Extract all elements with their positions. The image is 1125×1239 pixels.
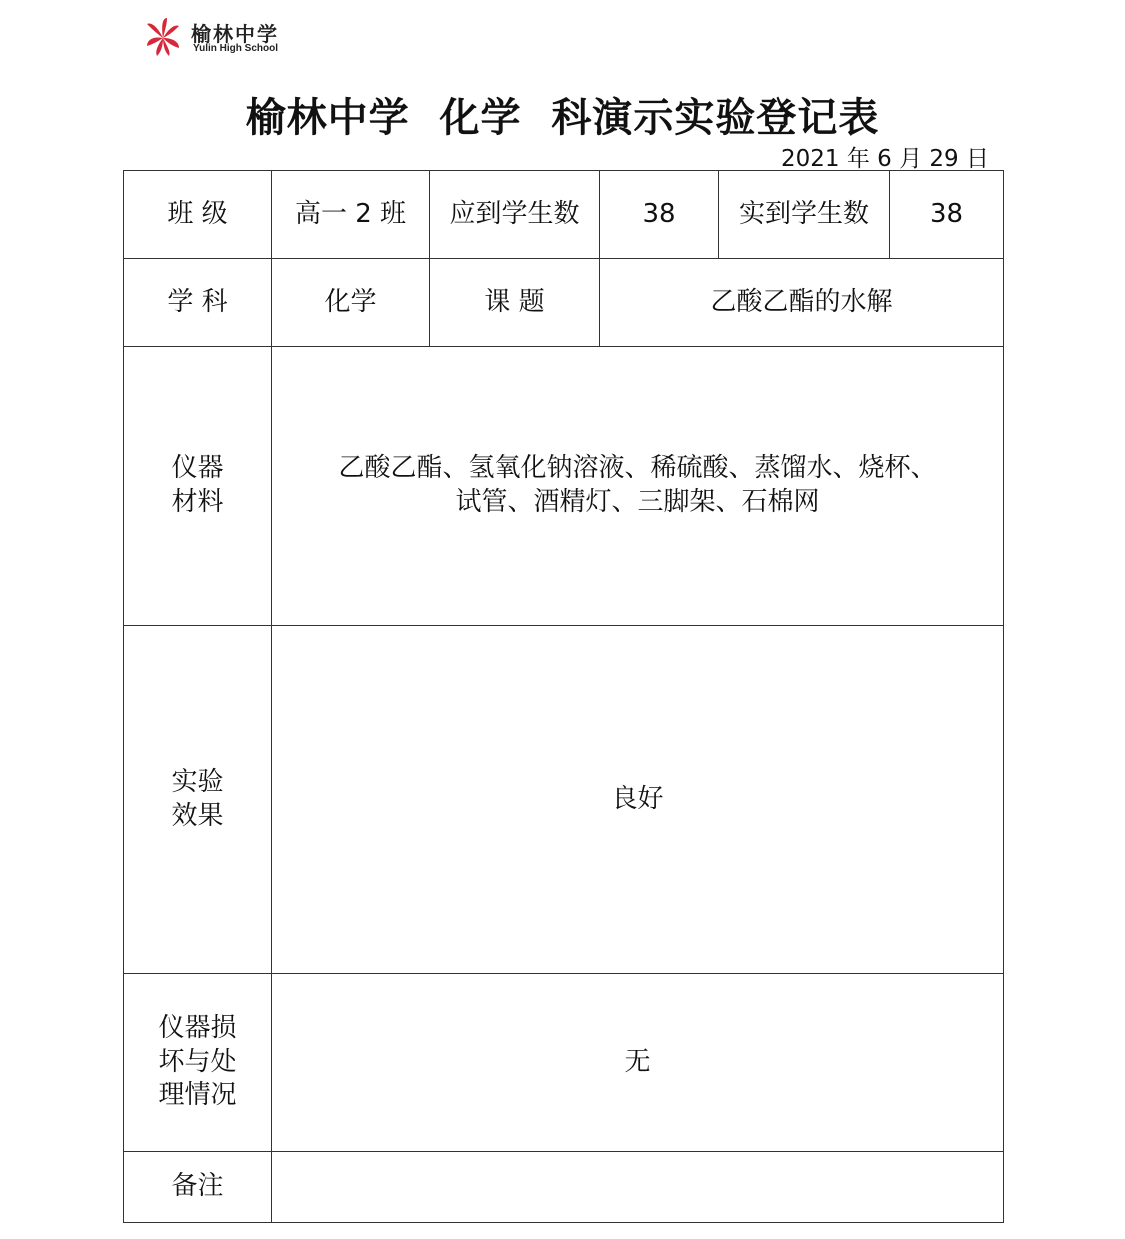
subject-value: 化学 [272,259,430,347]
damage-label [124,974,272,1152]
remarks-label: 备注 [124,1152,272,1223]
school-logo [143,16,303,60]
class-label: 班 级 [124,171,272,259]
date-month-unit: 月 [899,146,923,172]
actual-students-value: 38 [890,171,1004,259]
remarks-value [272,1152,1004,1223]
form-date [781,140,989,173]
materials-value [272,347,1004,626]
materials-label-line2: 材料 [171,487,224,517]
effect-value: 良好 [272,626,1004,974]
materials-label-line1: 仪器 [171,453,224,484]
logo-english-name: Yulin High School [193,43,278,54]
damage-label-line2: 坏与处 [158,1046,237,1077]
table-row-materials [124,347,1004,626]
topic-label: 课 题 [430,259,600,347]
school-emblem-icon [143,16,183,60]
logo-chinese-name: 榆林中学 [191,22,279,46]
materials-line2: 试管、酒精灯、三脚架、石棉网 [455,487,820,517]
topic-value: 乙酸乙酯的水解 [600,259,1004,347]
date-month: 6 [877,146,892,172]
effect-label-line1: 实验 [171,766,224,797]
subject-label: 学 科 [124,259,272,347]
date-year-unit: 年 [846,146,870,172]
date-year: 2021 [780,146,840,172]
date-day: 29 [929,146,959,172]
page-title: 榆林中学 化学 科演示实验登记表 [245,95,880,141]
expected-students-value: 38 [600,171,719,259]
damage-value: 无 [272,974,1004,1152]
table-row-damage [124,974,1004,1152]
expected-students-label: 应到学生数 [430,171,600,259]
table-row-remarks [124,1152,1004,1223]
date-day-unit: 日 [966,146,989,172]
registration-table [123,170,1004,1223]
materials-label [124,347,272,626]
table-row-subject [124,259,1004,347]
effect-label [124,626,272,974]
damage-label-line3: 理情况 [158,1080,237,1111]
materials-line1: 乙酸乙酯、氢氧化钠溶液、稀硫酸、蒸馏水、烧杯、 [338,453,937,484]
damage-label-line1: 仪器损 [158,1012,237,1043]
actual-students-label: 实到学生数 [719,171,890,259]
table-row-class [124,171,1004,259]
class-value: 高一 2 班 [272,171,430,259]
effect-label-line2: 效果 [171,800,224,831]
table-row-effect [124,626,1004,974]
